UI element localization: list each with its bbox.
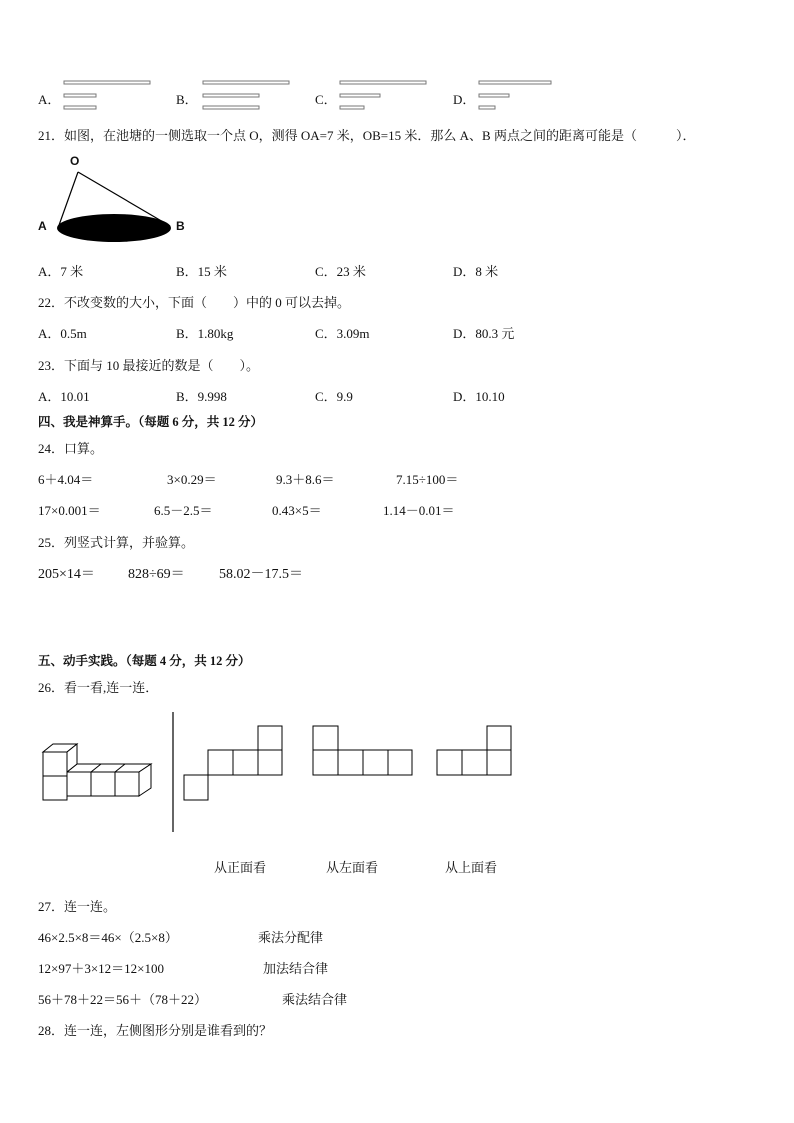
q20-c-seg-short	[340, 106, 364, 109]
q20-option-c: C．	[315, 92, 337, 107]
q26-view-front: 从正面看	[214, 861, 267, 876]
q23-question: 23．下面与 10 最接近的数是（ ）。	[38, 358, 260, 373]
q21-option-c: C．23 米	[315, 264, 366, 279]
section-5-heading: 五、动手实践。（每题 4 分，共 12 分）	[38, 654, 251, 668]
q28-question: 28．连一连，左侧图形分别是谁看到的？	[38, 1023, 273, 1038]
q27-right-3: 乘法结合律	[282, 992, 348, 1007]
q22-option-a: A．0.5m	[38, 326, 87, 341]
q20-d-seg-mid	[479, 94, 509, 97]
q20-b-seg-long	[203, 81, 289, 84]
q24-item-2-2: 6.5－2.5＝	[154, 503, 213, 518]
q27-question: 27．连一连。	[38, 899, 117, 914]
q25-item-2: 828÷69＝	[128, 567, 185, 582]
q22-option-b: B．1.80kg	[176, 326, 234, 341]
q24-item-1-1: 6＋4.04＝	[38, 472, 94, 487]
q25-item-1: 205×14＝	[38, 567, 95, 582]
q26-view-shape-2	[313, 726, 412, 775]
q23-option-b: B．9.998	[176, 389, 227, 404]
q24-item-1-2: 3×0.29＝	[167, 472, 217, 487]
q23-option-d: D．10.10	[453, 389, 505, 404]
q26-view-shape-1	[184, 726, 282, 800]
q21-label-a: A	[38, 219, 47, 233]
q20-option-b: B．	[176, 92, 198, 107]
q24-item-1-3: 9.3＋8.6＝	[276, 472, 335, 487]
q24-item-2-3: 0.43×5＝	[272, 503, 322, 518]
q22-question: 22．不改变数的大小，下面（ ）中的 0 可以去掉。	[38, 295, 351, 310]
q20-a-seg-short	[64, 106, 96, 109]
q21-label-o: O	[70, 154, 80, 168]
q24-item-2-4: 1.14－0.01＝	[383, 503, 455, 518]
q20-a-seg-mid	[64, 94, 96, 97]
q24-item-2-1: 17×0.001＝	[38, 503, 101, 518]
q23-option-c: C．9.9	[315, 389, 353, 404]
q27-left-3: 56＋78＋22＝56＋（78＋22）	[38, 992, 208, 1007]
q26-view-shape-3	[437, 726, 511, 775]
pond-shape	[57, 214, 171, 242]
section-4-heading: 四、我是神算手。（每题 6 分，共 12 分）	[38, 415, 264, 429]
q20-option-d: D．	[453, 92, 476, 107]
q20-c-seg-long	[340, 81, 426, 84]
q27-left-1: 46×2.5×8＝46×（2.5×8）	[38, 930, 178, 945]
q27-left-2: 12×97＋3×12＝12×100	[38, 961, 164, 976]
q20-b-seg-mid	[203, 94, 259, 97]
q22-option-c: C．3.09m	[315, 326, 370, 341]
q27-right-1: 乘法分配律	[258, 930, 324, 945]
q21-label-b: B	[176, 219, 185, 233]
q26-question: 26．看一看,连一连．	[38, 680, 159, 695]
q23-option-a: A．10.01	[38, 389, 90, 404]
q21-question: 21．如图，在池塘的一侧选取一个点 O，测得 OA=7 米，OB=15 米．那么 A、B 两点之间的距离可能是（ ）．	[38, 128, 696, 143]
q21-option-b: B．15 米	[176, 264, 227, 279]
q21-option-d: D．8 米	[453, 264, 499, 279]
q26-view-top: 从上面看	[445, 861, 498, 876]
q25-question: 25．列竖式计算，并验算。	[38, 535, 195, 550]
q26-view-left: 从左面看	[326, 861, 379, 876]
q22-option-d: D．80.3 元	[453, 326, 515, 341]
q26-cube-solid	[43, 744, 151, 800]
q20-a-seg-long	[64, 81, 150, 84]
q20-d-seg-short	[479, 106, 495, 109]
q20-c-seg-mid	[340, 94, 380, 97]
q21-option-a: A．7 米	[38, 264, 84, 279]
q20-b-seg-short	[203, 106, 259, 109]
q20-d-seg-long	[479, 81, 551, 84]
q24-item-1-4: 7.15÷100＝	[396, 472, 459, 487]
q27-right-2: 加法结合律	[263, 961, 329, 976]
q20-option-a: A．	[38, 92, 61, 107]
q24-question: 24．口算。	[38, 441, 104, 456]
q25-item-3: 58.02－17.5＝	[219, 567, 303, 582]
q21-pond-figure	[57, 172, 171, 242]
